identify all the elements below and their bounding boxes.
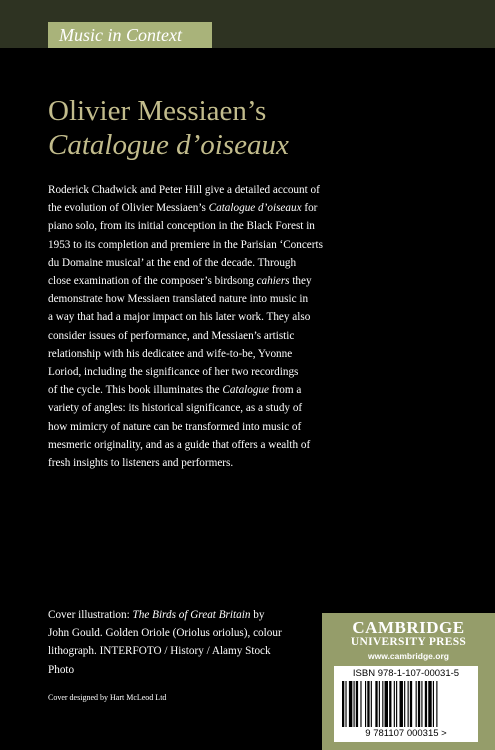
credit-segment: Photo xyxy=(48,663,75,676)
barcode-stripe xyxy=(425,681,427,727)
blurb-segment: close examination of the composer’s birdsong xyxy=(48,275,257,288)
blurb-line xyxy=(48,217,403,235)
credit-line xyxy=(48,624,318,642)
blurb-line xyxy=(48,327,403,345)
blurb-line xyxy=(48,436,403,454)
blurb-segment: Roderick Chadwick and Peter Hill give a detailed account of xyxy=(48,184,320,196)
blurb-segment: for xyxy=(301,202,318,215)
barcode-stripe xyxy=(379,681,380,727)
ean-right: 000315 xyxy=(406,728,439,739)
barcode-stripe xyxy=(360,681,361,727)
credit-segment: lithograph. INTERFOTO / History / Alamy Stock xyxy=(48,645,271,658)
barcode-stripe xyxy=(410,681,412,727)
credit-segment: John Gould. Golden Oriole (Oriolus oriolus), colour xyxy=(48,627,282,640)
barcode-icon xyxy=(340,681,472,727)
blurb-line xyxy=(48,236,403,254)
credit-segment: Cover illustration: xyxy=(48,609,133,621)
barcode-stripe xyxy=(389,681,391,727)
barcode-stripe xyxy=(408,681,409,727)
blurb-line xyxy=(48,290,403,308)
blurb-line xyxy=(48,418,403,436)
book-title-line-2: Catalogue d’oiseaux xyxy=(48,129,289,161)
blurb-line xyxy=(48,381,403,399)
isbn-label: ISBN 978-1-107-00031-5 xyxy=(352,668,460,679)
publisher-subtitle: UNIVERSITY PRESS xyxy=(350,636,467,648)
blurb-segment: how mimicry of nature can be transformed into music of xyxy=(48,420,302,433)
barcode-stripe xyxy=(433,681,434,727)
barcode-stripe xyxy=(421,681,422,727)
cover-illustration-credit xyxy=(48,606,318,679)
blurb-line xyxy=(48,454,403,472)
ean-suffix: > xyxy=(441,728,447,739)
barcode-stripe xyxy=(436,681,437,727)
blurb-segment: they xyxy=(289,275,312,288)
ean-digits xyxy=(334,728,478,739)
blurb-segment: relationship with his dedicatee and wife-to-be, Yvonne xyxy=(48,347,293,360)
barcode-stripe xyxy=(356,681,358,727)
blurb-segment: mesmeric originality, and as a guide that offers a wealth of xyxy=(48,438,311,451)
blurb-segment: the evolution of Olivier Messiaen’s xyxy=(48,202,209,215)
ean-left: 781107 xyxy=(373,728,405,739)
credit-segment: The Birds of Great Britain xyxy=(132,609,251,621)
blurb-text xyxy=(48,181,403,472)
barcode-stripe xyxy=(345,681,346,727)
blurb-segment: fresh insights to listeners and performers. xyxy=(48,457,234,470)
book-title-line-1: Olivier Messiaen’s xyxy=(48,95,267,127)
blurb-segment: Catalogue d’oiseaux xyxy=(208,202,302,215)
barcode-stripe xyxy=(418,681,420,727)
blurb-segment: from a xyxy=(269,384,302,397)
barcode-stripe xyxy=(428,681,431,727)
barcode-stripe xyxy=(342,681,344,727)
blurb-line xyxy=(48,199,403,217)
publisher-url: www.cambridge.org xyxy=(368,651,449,661)
barcode-stripe xyxy=(394,681,395,727)
blurb-segment: Loriod, including the significance of her two recordings xyxy=(48,366,299,379)
blurb-line xyxy=(48,308,403,326)
blurb-segment: demonstrate how Messiaen translated nature into music in xyxy=(48,293,309,306)
book-title xyxy=(48,94,468,162)
barcode-stripe xyxy=(382,681,383,727)
cover-designer-credit: Cover designed by Hart McLeod Ltd xyxy=(48,693,167,702)
credit-segment: by xyxy=(250,609,265,621)
barcode-stripe xyxy=(375,681,377,727)
blurb-line xyxy=(48,254,403,272)
blurb-segment: cahiers xyxy=(256,275,290,288)
blurb-segment: consider issues of performance, and Messiaen’s artistic xyxy=(48,329,295,342)
barcode-stripe xyxy=(404,681,405,727)
publisher-name: CAMBRIDGE xyxy=(352,618,465,637)
barcode-stripe xyxy=(349,681,352,727)
barcode-stripe xyxy=(371,681,372,727)
blurb-segment: piano solo, from its initial conception in the Black Forest in xyxy=(48,220,315,233)
barcode-stripe xyxy=(400,681,403,727)
barcode-stripe xyxy=(365,681,366,727)
series-label: Music in Context xyxy=(59,25,182,45)
barcode-stripe xyxy=(396,681,397,727)
credit-line xyxy=(48,606,318,624)
credit-line xyxy=(48,661,318,679)
blurb-line xyxy=(48,181,403,199)
ean-prefix: 9 xyxy=(365,728,371,739)
barcode-stripe xyxy=(367,681,369,727)
barcode-stripe xyxy=(416,681,417,727)
credit-line xyxy=(48,642,318,660)
blurb-segment: Catalogue xyxy=(222,384,270,397)
blurb-segment: du Domaine musical’ at the end of the decade. Through xyxy=(48,256,297,269)
blurb-line xyxy=(48,399,403,417)
blurb-line xyxy=(48,272,403,290)
blurb-line xyxy=(48,345,403,363)
blurb-line xyxy=(48,363,403,381)
barcode-stripe xyxy=(385,681,388,727)
barcode-stripe xyxy=(354,681,355,727)
barcode-box xyxy=(334,666,478,742)
blurb-segment: a way that had a major impact on his later work. They also xyxy=(48,311,311,324)
blurb-segment: 1953 to its completion and premiere in the Parisian ‘Concerts xyxy=(48,238,323,251)
blurb-segment: of the cycle. This book illuminates the xyxy=(48,384,223,397)
blurb-segment: variety of angles: its historical significance, as a study of xyxy=(48,402,303,415)
